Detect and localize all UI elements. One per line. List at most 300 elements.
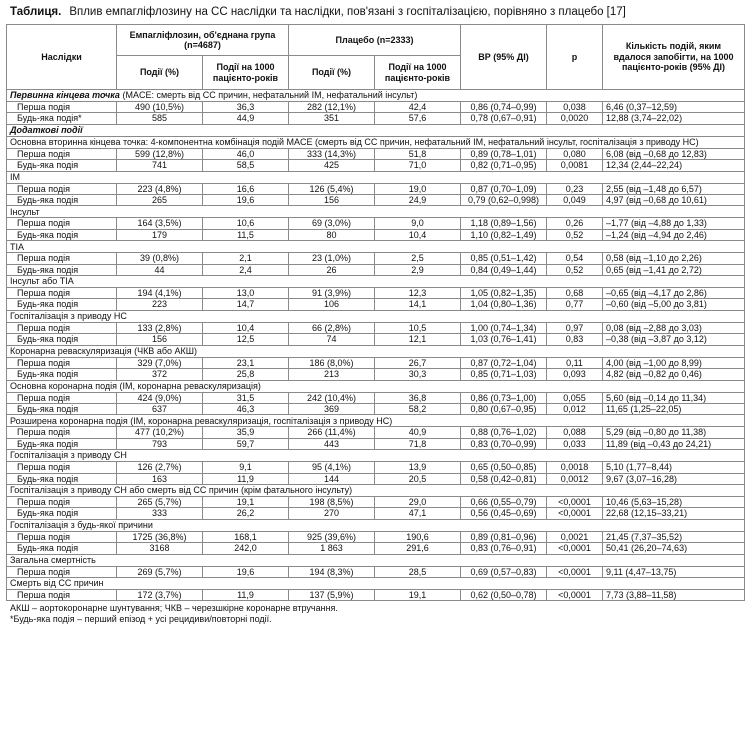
placebo-events-cell: 213: [289, 369, 375, 380]
p-value-cell: <0,0001: [547, 508, 603, 519]
empa-rate-cell: 26,2: [203, 508, 289, 519]
p-value-cell: 0,52: [547, 264, 603, 275]
group-header-row: [7, 310, 745, 322]
hr-cell: 0,82 (0,71–0,95): [461, 160, 547, 171]
placebo-events-cell: 369: [289, 403, 375, 414]
hr-cell: 1,03 (0,76–1,41): [461, 334, 547, 345]
group-header-row: [7, 206, 745, 218]
empa-rate-cell: 2,4: [203, 264, 289, 275]
table-row: [7, 589, 745, 600]
events-prevented-cell: 6,46 (0,37–12,59): [603, 102, 745, 113]
group-title: Розширена коронарна подія (ІМ, коронарна реваскуляризація, госпіталізація з приводу НС): [7, 415, 745, 427]
p-value-cell: 0,97: [547, 322, 603, 333]
empa-events-cell: 490 (10,5%): [117, 102, 203, 113]
empa-rate-cell: 12,5: [203, 334, 289, 345]
placebo-rate-cell: 10,4: [375, 229, 461, 240]
group-header-row: [7, 450, 745, 462]
placebo-rate-cell: 12,3: [375, 288, 461, 299]
placebo-events-cell: 26: [289, 264, 375, 275]
placebo-rate-cell: 36,8: [375, 392, 461, 403]
caption-label: Таблиця.: [10, 6, 62, 18]
empa-rate-cell: 2,1: [203, 253, 289, 264]
events-prevented-cell: 5,10 (1,77–8,44): [603, 462, 745, 473]
p-value-cell: 0,77: [547, 299, 603, 310]
table-row: [7, 148, 745, 159]
row-label: Будь-яка подія: [7, 438, 117, 449]
placebo-rate-cell: 47,1: [375, 508, 461, 519]
hr-cell: 0,56 (0,45–0,69): [461, 508, 547, 519]
group-title: Госпіталізація з приводу СН: [7, 450, 745, 462]
events-prevented-cell: 4,82 (від –0,82 до 0,46): [603, 369, 745, 380]
group-title: Госпіталізація з приводу НС: [7, 310, 745, 322]
empa-events-cell: 39 (0,8%): [117, 253, 203, 264]
events-prevented-cell: –0,38 (від –3,87 до 3,12): [603, 334, 745, 345]
row-label: Перша подія: [7, 427, 117, 438]
section-title: [7, 90, 745, 102]
p-value-cell: <0,0001: [547, 566, 603, 577]
hr-cell: 0,62 (0,50–0,78): [461, 589, 547, 600]
table-row: [7, 531, 745, 542]
p-value-cell: 0,52: [547, 229, 603, 240]
table-row: [7, 218, 745, 229]
p-value-cell: 0,0012: [547, 473, 603, 484]
empa-rate-cell: 9,1: [203, 462, 289, 473]
empa-events-cell: 126 (2,7%): [117, 462, 203, 473]
hr-cell: 0,83 (0,76–0,91): [461, 543, 547, 554]
row-label: Будь-яка подія: [7, 543, 117, 554]
empa-events-cell: 265 (5,7%): [117, 496, 203, 507]
row-label: Будь-яка подія: [7, 264, 117, 275]
section-title: [7, 124, 745, 136]
empa-events-cell: 1725 (36,8%): [117, 531, 203, 542]
section-title-text: Первинна кінцева точка: [10, 90, 120, 101]
empa-rate-cell: 23,1: [203, 357, 289, 368]
table-body: [7, 90, 745, 601]
table-row: [7, 462, 745, 473]
table-row: [7, 392, 745, 403]
row-label: Перша подія: [7, 253, 117, 264]
p-value-cell: <0,0001: [547, 589, 603, 600]
hr-cell: 0,83 (0,70–0,99): [461, 438, 547, 449]
events-prevented-cell: 22,68 (12,15–33,21): [603, 508, 745, 519]
table-caption: [10, 4, 744, 22]
empa-events-cell: 164 (3,5%): [117, 218, 203, 229]
placebo-events-cell: 333 (14,3%): [289, 148, 375, 159]
events-prevented-cell: 9,67 (3,07–16,28): [603, 473, 745, 484]
header-empagliflozin: Емпагліфлозин, об'єднана група (n=4687): [117, 25, 289, 56]
events-prevented-cell: 7,73 (3,88–11,58): [603, 589, 745, 600]
header-empa-rate: Події на 1000 пацієнто-років: [203, 56, 289, 90]
row-label: Будь-яка подія: [7, 473, 117, 484]
empa-rate-cell: 242,0: [203, 543, 289, 554]
row-label: Перша подія: [7, 357, 117, 368]
events-prevented-cell: 5,60 (від –0,14 до 11,34): [603, 392, 745, 403]
empa-rate-cell: 19,6: [203, 195, 289, 206]
row-label: Перша подія: [7, 218, 117, 229]
row-label: Будь-яка подія: [7, 508, 117, 519]
hr-cell: 0,88 (0,76–1,02): [461, 427, 547, 438]
table-row: [7, 508, 745, 519]
table-row: [7, 357, 745, 368]
group-header-row: [7, 276, 745, 288]
empa-events-cell: 223: [117, 299, 203, 310]
empa-rate-cell: 16,6: [203, 183, 289, 194]
table-row: [7, 427, 745, 438]
placebo-rate-cell: 24,9: [375, 195, 461, 206]
empa-rate-cell: 10,4: [203, 322, 289, 333]
events-prevented-cell: 21,45 (7,37–35,52): [603, 531, 745, 542]
p-value-cell: 0,038: [547, 102, 603, 113]
placebo-events-cell: 106: [289, 299, 375, 310]
hr-cell: 1,18 (0,89–1,56): [461, 218, 547, 229]
empa-events-cell: 424 (9,0%): [117, 392, 203, 403]
empa-events-cell: 333: [117, 508, 203, 519]
table-row: [7, 113, 745, 124]
empa-rate-cell: 11,5: [203, 229, 289, 240]
empa-rate-cell: 25,8: [203, 369, 289, 380]
empa-events-cell: 372: [117, 369, 203, 380]
row-label: Будь-яка подія: [7, 160, 117, 171]
placebo-rate-cell: 14,1: [375, 299, 461, 310]
placebo-events-cell: 198 (8,5%): [289, 496, 375, 507]
table-row: [7, 229, 745, 240]
table-row: [7, 299, 745, 310]
p-value-cell: 0,033: [547, 438, 603, 449]
p-value-cell: <0,0001: [547, 496, 603, 507]
p-value-cell: 0,54: [547, 253, 603, 264]
group-header-row: [7, 241, 745, 253]
row-label: Перша подія: [7, 392, 117, 403]
placebo-rate-cell: 9,0: [375, 218, 461, 229]
row-label: Будь-яка подія*: [7, 113, 117, 124]
events-prevented-cell: 12,88 (3,74–22,02): [603, 113, 745, 124]
row-label: Перша подія: [7, 148, 117, 159]
empa-events-cell: 329 (7,0%): [117, 357, 203, 368]
section-header-row: [7, 124, 745, 136]
events-prevented-cell: –0,60 (від –5,00 до 3,81): [603, 299, 745, 310]
p-value-cell: 0,11: [547, 357, 603, 368]
hr-cell: 0,87 (0,72–1,04): [461, 357, 547, 368]
header-hr: ВР (95% ДІ): [461, 25, 547, 90]
p-value-cell: 0,093: [547, 369, 603, 380]
empa-rate-cell: 11,9: [203, 589, 289, 600]
empa-rate-cell: 11,9: [203, 473, 289, 484]
hr-cell: 0,86 (0,73–1,00): [461, 392, 547, 403]
hr-cell: 1,00 (0,74–1,34): [461, 322, 547, 333]
p-value-cell: 0,0018: [547, 462, 603, 473]
hr-cell: 0,80 (0,67–0,95): [461, 403, 547, 414]
placebo-events-cell: 91 (3,9%): [289, 288, 375, 299]
empa-events-cell: 741: [117, 160, 203, 171]
group-header-row: [7, 380, 745, 392]
group-title: Смерть від СС причин: [7, 577, 745, 589]
p-value-cell: 0,049: [547, 195, 603, 206]
empa-events-cell: 133 (2,8%): [117, 322, 203, 333]
group-header-row: [7, 136, 745, 148]
events-prevented-cell: 50,41 (26,20–74,63): [603, 543, 745, 554]
events-prevented-cell: 12,34 (2,44–22,24): [603, 160, 745, 171]
placebo-events-cell: 66 (2,8%): [289, 322, 375, 333]
row-label: Будь-яка подія: [7, 403, 117, 414]
events-prevented-cell: 5,29 (від –0,80 до 11,38): [603, 427, 745, 438]
group-title: ІМ: [7, 171, 745, 183]
hr-cell: 0,66 (0,55–0,79): [461, 496, 547, 507]
table-row: [7, 288, 745, 299]
row-label: Будь-яка подія: [7, 369, 117, 380]
row-label: Перша подія: [7, 566, 117, 577]
p-value-cell: 0,0021: [547, 531, 603, 542]
p-value-cell: 0,26: [547, 218, 603, 229]
placebo-rate-cell: 291,6: [375, 543, 461, 554]
placebo-rate-cell: 71,0: [375, 160, 461, 171]
hr-cell: 0,78 (0,67–0,91): [461, 113, 547, 124]
p-value-cell: 0,012: [547, 403, 603, 414]
group-header-row: [7, 171, 745, 183]
empa-rate-cell: 35,9: [203, 427, 289, 438]
empa-events-cell: 172 (3,7%): [117, 589, 203, 600]
hr-cell: 1,04 (0,80–1,36): [461, 299, 547, 310]
header-placebo-events: Події (%): [289, 56, 375, 90]
placebo-events-cell: 266 (11,4%): [289, 427, 375, 438]
placebo-rate-cell: 58,2: [375, 403, 461, 414]
placebo-events-cell: 270: [289, 508, 375, 519]
events-prevented-cell: 11,89 (від –0,43 до 24,21): [603, 438, 745, 449]
placebo-rate-cell: 71,8: [375, 438, 461, 449]
group-header-row: [7, 519, 745, 531]
placebo-rate-cell: 40,9: [375, 427, 461, 438]
empa-events-cell: 265: [117, 195, 203, 206]
table-row: [7, 322, 745, 333]
caption-text: Вплив емпагліфлозину на СС наслідки та наслідки, пов'язані з госпіталізацією, порівняно з плацебо [17]: [69, 6, 626, 18]
placebo-rate-cell: 13,9: [375, 462, 461, 473]
events-prevented-cell: 4,00 (від –1,00 до 8,99): [603, 357, 745, 368]
group-header-row: [7, 577, 745, 589]
row-label: Будь-яка подія: [7, 229, 117, 240]
events-prevented-cell: 0,08 (від –2,88 до 3,03): [603, 322, 745, 333]
table-row: [7, 183, 745, 194]
placebo-events-cell: 282 (12,1%): [289, 102, 375, 113]
placebo-rate-cell: 51,8: [375, 148, 461, 159]
empa-events-cell: 269 (5,7%): [117, 566, 203, 577]
header-placebo-rate: Події на 1000 пацієнто-років: [375, 56, 461, 90]
table-row: [7, 543, 745, 554]
p-value-cell: 0,23: [547, 183, 603, 194]
p-value-cell: 0,68: [547, 288, 603, 299]
table-row: [7, 496, 745, 507]
empa-events-cell: 599 (12,8%): [117, 148, 203, 159]
table-row: [7, 473, 745, 484]
events-prevented-cell: 0,58 (від –1,10 до 2,26): [603, 253, 745, 264]
placebo-events-cell: 137 (5,9%): [289, 589, 375, 600]
empa-events-cell: 793: [117, 438, 203, 449]
placebo-rate-cell: 2,5: [375, 253, 461, 264]
table-row: [7, 264, 745, 275]
hr-cell: 1,05 (0,82–1,35): [461, 288, 547, 299]
placebo-rate-cell: 10,5: [375, 322, 461, 333]
empa-events-cell: 179: [117, 229, 203, 240]
empa-rate-cell: 58,5: [203, 160, 289, 171]
group-title: Госпіталізація з приводу СН або смерть від СС причин (крім фатального інсульту): [7, 484, 745, 496]
group-title: Загальна смертність: [7, 554, 745, 566]
group-title: Інсульт або TIA: [7, 276, 745, 288]
empa-rate-cell: 46,0: [203, 148, 289, 159]
empa-rate-cell: 46,3: [203, 403, 289, 414]
row-label: Будь-яка подія: [7, 195, 117, 206]
row-label: Перша подія: [7, 288, 117, 299]
placebo-events-cell: 95 (4,1%): [289, 462, 375, 473]
row-label: Перша подія: [7, 496, 117, 507]
placebo-events-cell: 351: [289, 113, 375, 124]
placebo-rate-cell: 2,9: [375, 264, 461, 275]
hr-cell: 0,85 (0,71–1,03): [461, 369, 547, 380]
row-label: Будь-яка подія: [7, 299, 117, 310]
placebo-rate-cell: 29,0: [375, 496, 461, 507]
section-header-row: [7, 90, 745, 102]
events-prevented-cell: –0,65 (від –4,17 до 2,86): [603, 288, 745, 299]
placebo-rate-cell: 19,0: [375, 183, 461, 194]
placebo-events-cell: 194 (8,3%): [289, 566, 375, 577]
placebo-events-cell: 425: [289, 160, 375, 171]
group-title: Основна коронарна подія (ІМ, коронарна реваскуляризація): [7, 380, 745, 392]
empa-rate-cell: 36,3: [203, 102, 289, 113]
hr-cell: 0,89 (0,81–0,96): [461, 531, 547, 542]
placebo-events-cell: 925 (39,6%): [289, 531, 375, 542]
empa-rate-cell: 19,1: [203, 496, 289, 507]
events-prevented-cell: 11,65 (1,25–22,05): [603, 403, 745, 414]
row-label: Перша подія: [7, 462, 117, 473]
p-value-cell: 0,055: [547, 392, 603, 403]
empa-rate-cell: 14,7: [203, 299, 289, 310]
table-footnotes: [10, 603, 744, 625]
placebo-rate-cell: 28,5: [375, 566, 461, 577]
group-title: Коронарна реваскуляризація (ЧКВ або АКШ): [7, 345, 745, 357]
empa-rate-cell: 10,6: [203, 218, 289, 229]
row-label: Перша подія: [7, 102, 117, 113]
hr-cell: 0,89 (0,78–1,01): [461, 148, 547, 159]
events-prevented-cell: 0,65 (від –1,41 до 2,72): [603, 264, 745, 275]
table-row: [7, 566, 745, 577]
table-row: [7, 369, 745, 380]
header-placebo: Плацебо (n=2333): [289, 25, 461, 56]
empa-rate-cell: 19,6: [203, 566, 289, 577]
hr-cell: 0,86 (0,74–0,99): [461, 102, 547, 113]
results-table: [6, 24, 745, 601]
table-row: [7, 253, 745, 264]
footnote-abbreviations: АКШ – аортокоронарне шунтування; ЧКВ – черезшкірне коронарне втручання.: [10, 603, 338, 614]
hr-cell: 0,87 (0,70–1,09): [461, 183, 547, 194]
empa-rate-cell: 31,5: [203, 392, 289, 403]
placebo-rate-cell: 42,4: [375, 102, 461, 113]
placebo-rate-cell: 20,5: [375, 473, 461, 484]
hr-cell: 0,65 (0,50–0,85): [461, 462, 547, 473]
events-prevented-cell: 6,08 (від –0,68 до 12,83): [603, 148, 745, 159]
empa-events-cell: 194 (4,1%): [117, 288, 203, 299]
placebo-events-cell: 74: [289, 334, 375, 345]
p-value-cell: <0,0001: [547, 543, 603, 554]
group-header-row: [7, 415, 745, 427]
empa-rate-cell: 168,1: [203, 531, 289, 542]
placebo-events-cell: 23 (1,0%): [289, 253, 375, 264]
hr-cell: 0,85 (0,51–1,42): [461, 253, 547, 264]
placebo-events-cell: 126 (5,4%): [289, 183, 375, 194]
table-row: [7, 160, 745, 171]
group-header-row: [7, 345, 745, 357]
group-header-row: [7, 484, 745, 496]
events-prevented-cell: 9,11 (4,47–13,75): [603, 566, 745, 577]
hr-cell: 0,58 (0,42–0,81): [461, 473, 547, 484]
row-label: Будь-яка подія: [7, 334, 117, 345]
empa-events-cell: 477 (10,2%): [117, 427, 203, 438]
hr-cell: 0,69 (0,57–0,83): [461, 566, 547, 577]
events-prevented-cell: –1,77 (від –4,88 до 1,33): [603, 218, 745, 229]
events-prevented-cell: 10,46 (5,63–15,28): [603, 496, 745, 507]
empa-events-cell: 3168: [117, 543, 203, 554]
empa-events-cell: 163: [117, 473, 203, 484]
placebo-rate-cell: 57,6: [375, 113, 461, 124]
placebo-rate-cell: 19,1: [375, 589, 461, 600]
placebo-events-cell: 69 (3,0%): [289, 218, 375, 229]
empa-rate-cell: 59,7: [203, 438, 289, 449]
hr-cell: 0,84 (0,49–1,44): [461, 264, 547, 275]
row-label: Перша подія: [7, 531, 117, 542]
p-value-cell: 0,080: [547, 148, 603, 159]
row-label: Перша подія: [7, 322, 117, 333]
placebo-events-cell: 80: [289, 229, 375, 240]
events-prevented-cell: 4,97 (від –0,68 до 10,61): [603, 195, 745, 206]
events-prevented-cell: –1,24 (від –4,94 до 2,46): [603, 229, 745, 240]
section-subtitle: (MACE: смерть від СС причин, нефатальний ІМ, нефатальний інсульт): [119, 90, 418, 101]
events-prevented-cell: 2,55 (від –1,48 до 6,57): [603, 183, 745, 194]
placebo-events-cell: 186 (8,0%): [289, 357, 375, 368]
empa-events-cell: 156: [117, 334, 203, 345]
empa-rate-cell: 13,0: [203, 288, 289, 299]
footnote-any-event: *Будь-яка подія – перший епізод + усі рецидиви/повторні події.: [10, 614, 272, 625]
empa-events-cell: 223 (4,8%): [117, 183, 203, 194]
group-header-row: [7, 554, 745, 566]
group-title: Інсульт: [7, 206, 745, 218]
row-label: Перша подія: [7, 589, 117, 600]
group-title: TIA: [7, 241, 745, 253]
placebo-events-cell: 1 863: [289, 543, 375, 554]
empa-rate-cell: 44,9: [203, 113, 289, 124]
table-row: [7, 438, 745, 449]
table-row: [7, 195, 745, 206]
table-row: [7, 334, 745, 345]
placebo-events-cell: 242 (10,4%): [289, 392, 375, 403]
hr-cell: 1,10 (0,82–1,49): [461, 229, 547, 240]
p-value-cell: 0,0081: [547, 160, 603, 171]
placebo-rate-cell: 26,7: [375, 357, 461, 368]
table-row: [7, 102, 745, 113]
p-value-cell: 0,83: [547, 334, 603, 345]
placebo-rate-cell: 12,1: [375, 334, 461, 345]
header-p: p: [547, 25, 603, 90]
header-empa-events: Події (%): [117, 56, 203, 90]
placebo-events-cell: 144: [289, 473, 375, 484]
placebo-rate-cell: 190,6: [375, 531, 461, 542]
empa-events-cell: 637: [117, 403, 203, 414]
p-value-cell: 0,0020: [547, 113, 603, 124]
p-value-cell: 0,088: [547, 427, 603, 438]
header-outcomes: Наслідки: [7, 25, 117, 90]
group-title: Госпіталізація з будь-якої причини: [7, 519, 745, 531]
header-events-prevented: Кількість подій, яким вдалося запобігти, на 1000 пацієнто-років (95% ДІ): [603, 25, 745, 90]
group-title: Основна вторинна кінцева точка: 4-компонентна комбінація подій MACE (смерть від СС причин, нефатальний ІМ, нефатальний інсульт, госпіталізація з приводу НС): [7, 136, 745, 148]
empa-events-cell: 44: [117, 264, 203, 275]
section-title-text: Додаткові події: [10, 125, 83, 136]
placebo-events-cell: 156: [289, 195, 375, 206]
table-row: [7, 403, 745, 414]
